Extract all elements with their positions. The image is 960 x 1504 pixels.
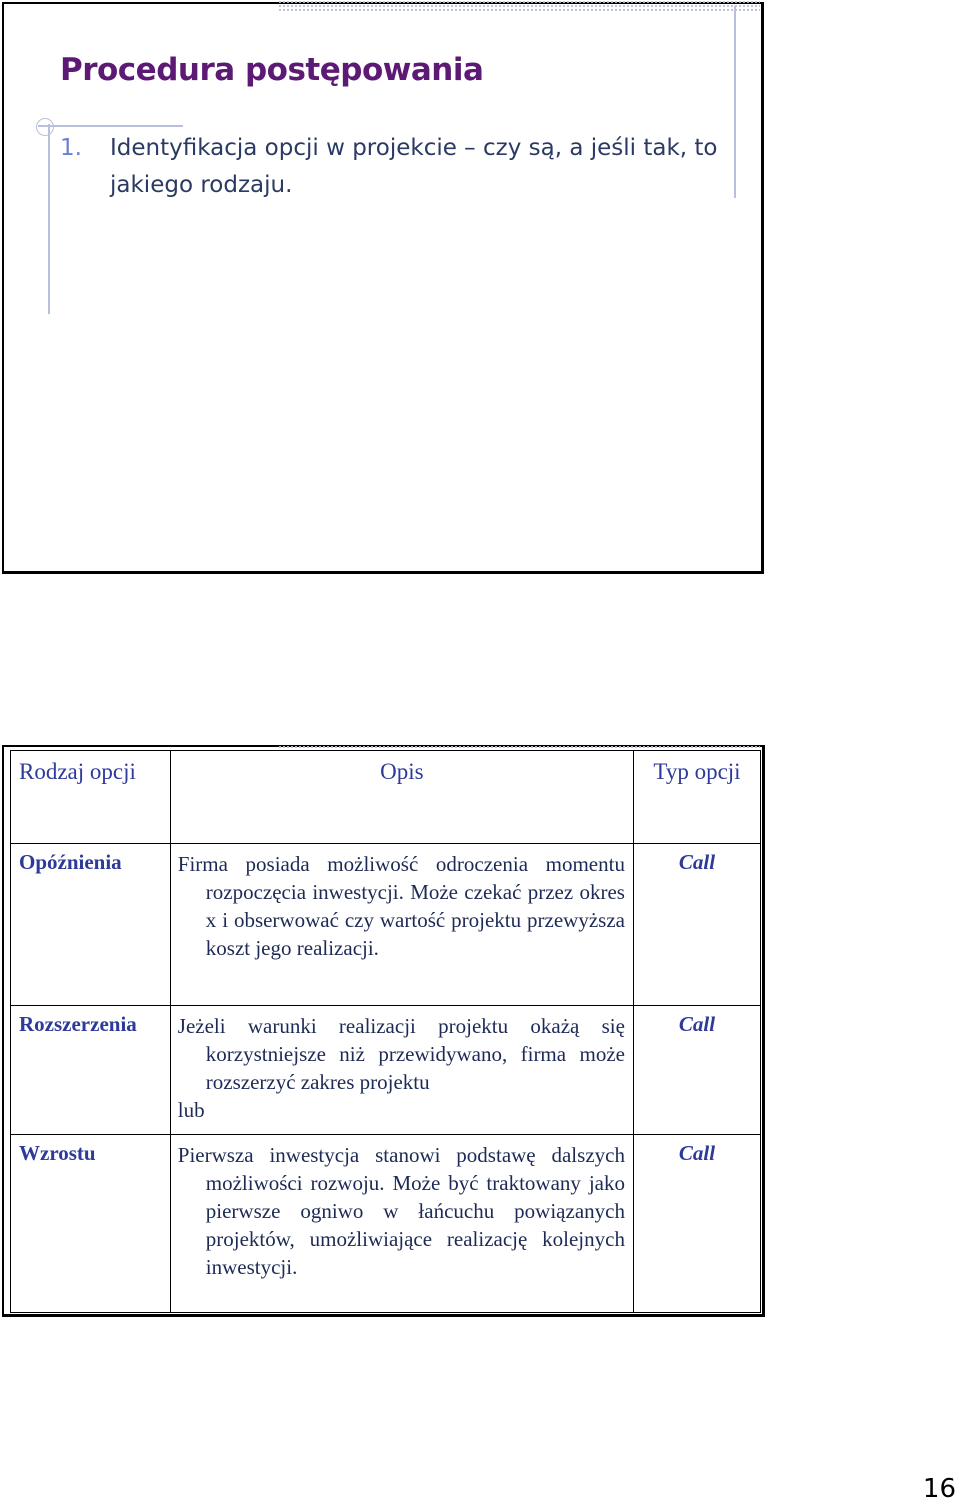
page-number: 16 xyxy=(922,1474,956,1504)
option-desc-text: Pierwsza inwestycja stanowi podstawę dalszych możliwości rozwoju. Może być traktowany jako pierwsze ogniwo w łańcuchu powiązanych projektów, umożliwiające realizację kolejnych inwestycji. xyxy=(177,1143,625,1279)
decorative-line xyxy=(38,125,183,127)
option-type: Call xyxy=(633,844,760,1006)
slide-title: Procedura postępowania xyxy=(60,52,484,88)
option-name: Opóźnienia xyxy=(11,844,171,1006)
option-type: Call xyxy=(633,1135,760,1313)
option-desc xyxy=(170,844,633,1006)
option-type: Call xyxy=(633,1006,760,1135)
option-desc-text: Firma posiada możliwość odroczenia momentu rozpoczęcia inwestycji. Może czekać przez okres x i obserwować czy wartość projektu przewyższa koszt jego realizacji. xyxy=(177,852,625,960)
table-row xyxy=(11,844,761,1006)
table-row xyxy=(11,1006,761,1135)
bullet-text: Identyfikacja opcji w projekcie – czy są, a jeśli tak, to jakiego rodzaju. xyxy=(110,135,718,198)
bullet-item xyxy=(60,130,730,204)
table-header-row xyxy=(11,751,761,844)
options-table xyxy=(10,750,761,1313)
decorative-line xyxy=(734,6,736,198)
option-name: Wzrostu xyxy=(11,1135,171,1313)
option-desc xyxy=(170,1006,633,1135)
option-desc xyxy=(170,1135,633,1313)
header-typ: Typ opcji xyxy=(633,751,760,844)
header-rodzaj: Rodzaj opcji xyxy=(11,751,171,844)
decorative-line xyxy=(48,124,50,314)
option-desc-text: Jeżeli warunki realizacji projektu okażą się korzystniejsze niż przewidywano, firma może rozszerzyć zakres projektu xyxy=(177,1014,625,1094)
bullet-number: 1. xyxy=(60,135,82,161)
option-desc-extra: lub xyxy=(177,1098,205,1122)
crosshair-icon xyxy=(36,118,54,136)
table-row xyxy=(11,1135,761,1313)
header-opis: Opis xyxy=(170,751,633,844)
option-name: Rozszerzenia xyxy=(11,1006,171,1135)
decorative-dots xyxy=(278,0,760,11)
